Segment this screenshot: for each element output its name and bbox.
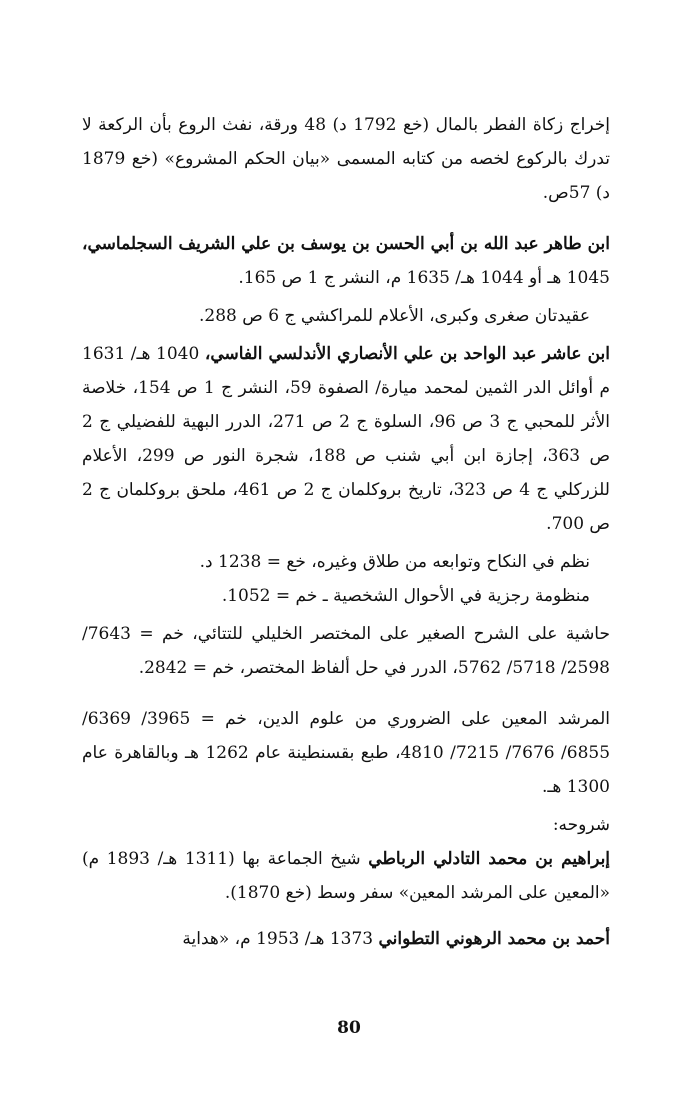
author-name: إبراهيم بن محمد التادلي الرباطي	[368, 849, 611, 869]
paragraph-text: منظومة رجزية في الأحوال الشخصية ـ خم = 1052.	[221, 586, 590, 606]
page-body	[82, 108, 610, 956]
paragraph-ibn-nafath	[82, 108, 610, 210]
paragraph-text: حاشية على الشرح الصغير على المختصر الخليلي للتتائي، خم = 7643/ 2598/ 5718/ 5762، الدرر في حل ألفاظ المختصر، خم = 2842.	[82, 624, 610, 678]
section-heading	[82, 808, 610, 842]
paragraph-ibrahim-tadili	[82, 842, 610, 910]
paragraph-ibn-ashir	[82, 337, 610, 541]
section-heading-text: شروحه:	[552, 815, 610, 835]
paragraph-text: المرشد المعين على الضروري من علوم الدين، خم = 3965/ 6369/ 6855/ 7676/ 7215/ 4810، طبع بقسنطينة عام 1262 هـ وبالقاهرة عام 1300 هـ.	[82, 709, 611, 797]
paragraph-text: 1373 هـ/ 1953 م، «هداية	[182, 929, 379, 949]
paragraph-text: شيخ الجماعة بها (1311 هـ/ 1893 م) «المعين على المرشد المعين» سفر وسط (خع 1870).	[82, 849, 610, 903]
author-name: ابن عاشر عبد الواحد بن علي الأنصاري الأندلسي الفاسي،	[204, 344, 610, 364]
paragraph-ahmad-rahuni	[82, 922, 610, 956]
paragraph-ibn-tahir	[82, 227, 610, 295]
page-number: 80	[337, 1018, 361, 1038]
paragraph-text: إخراج زكاة الفطر بالمال (خع 1792 د) 48 ورقة، نفث الروع بأن الركعة لا تدرك بالركوع لخصه من كتابه المسمى «بيان الحكم المشروع» (خع 1879 د) 57ص.	[82, 115, 611, 203]
paragraph-text: نظم في النكاح وتوابعه من طلاق وغيره، خع = 1238 د.	[199, 552, 590, 572]
paragraph-hashiya	[82, 617, 610, 685]
paragraph-text: عقيدتان صغرى وكبرى، الأعلام للمراكشي ج 6 ص 288.	[199, 306, 590, 326]
paragraph-manzuma-rajaziya	[82, 579, 610, 613]
paragraph-text: 1045 هـ أو 1044 هـ/ 1635 م، النشر ج 1 ص 165.	[238, 268, 610, 288]
paragraph-aqidatan	[82, 299, 610, 333]
paragraph-text: 1040 هـ/ 1631 م أوائل الدر الثمين لمحمد ميارة/ الصفوة 59، النشر ج 1 ص 154، خلاصة الأثر للمحبي ج 3 ص 96، السلوة ج 2 ص 271، الدرر البهية للفضيلي ج 2 ص 363، إجازة ابن أبي شنب ص 188، شجرة النور ص 299، الأعلام للزركلي ج 4 ص 323، تاريخ بروكلمان ج 2 ص 461، ملحق بروكلمان ج 2 ص 700.	[82, 344, 611, 534]
author-name: ابن طاهر عبد الله بن أبي الحسن بن يوسف بن علي الشريف السجلماسي،	[82, 234, 610, 254]
paragraph-al-murshid-al-muin	[82, 702, 610, 804]
author-name: أحمد بن محمد الرهوني التطواني	[378, 929, 610, 949]
paragraph-nazm-nikah	[82, 545, 610, 579]
